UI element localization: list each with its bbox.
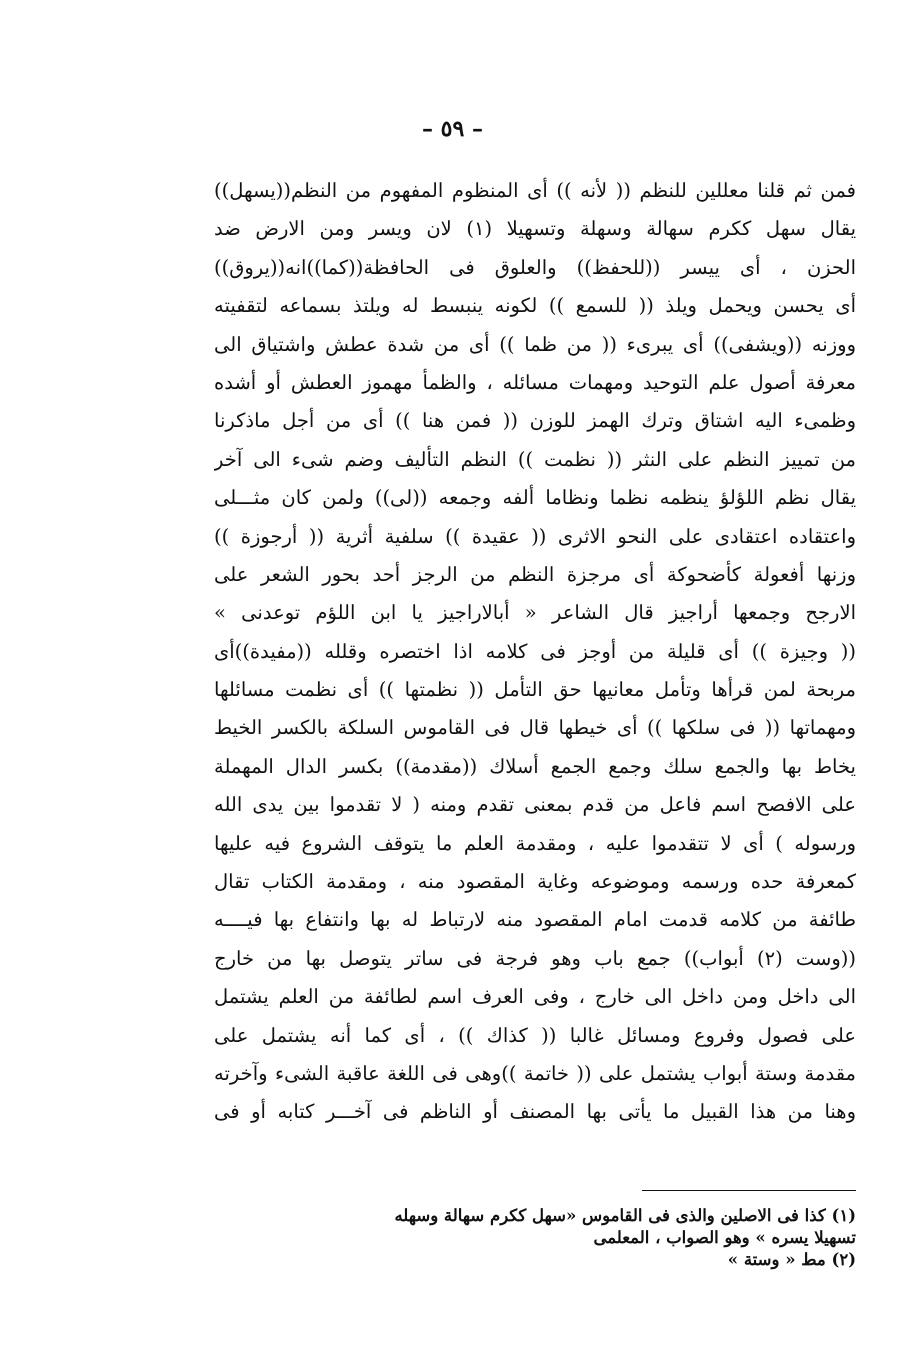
text-line: طائفة من كلامه قدمت امام المقصود منه لارتباط له بها وانتفاع بها فيــــه — [214, 908, 856, 932]
text-line: يقال نظم اللؤلؤ ينظمه نظما ونظاما ألفه وجمعه ((لى)) ولمن كان مثـــلى — [214, 486, 856, 510]
text-line: مربحة لمن قرأها وتأمل معانيها حق التأمل (( نظمتها )) أى نظمت مسائلها — [214, 678, 856, 702]
text-line: الى داخل ومن داخل الى خارج ، وفى العرف اسم لطائفة من العلم يشتمل — [214, 985, 856, 1009]
footnotes — [214, 1205, 856, 1271]
text-line: يقال سهل ككرم سهالة وسهلة وتسهيلا (١) لان ويسر ومن الارض ضد — [214, 217, 856, 241]
text-line: أى يحسن ويحمل ويلذ (( للسمع )) لكونه ينبسط له ويلتذ بسماعه لتقفيته — [214, 294, 856, 318]
text-line: (( وجيزة )) أى قليلة من أوجز فى كلامه اذا اختصره وقلله ((مفيدة))أى — [214, 639, 856, 663]
text-line: معرفة أصول علم التوحيد ومهمات مسائله ، والظمأ مهموز العطش أو أشده — [214, 370, 856, 394]
text-line: على فصول وفروع ومسائل غالبا (( كذاك )) ، أى كما أنه يشتمل على — [214, 1023, 856, 1047]
footnote-line: (٢) مط « وستة » — [727, 1250, 856, 1269]
text-line: ومهماتها (( فى سلكها )) أى خيطها قال فى القاموس السلكة بالكسر الخيط — [214, 716, 856, 740]
text-line: الحزن ، أى ييسر ((للحفظ)) والعلوق فى الحافظة((كما))انه((يروق)) — [214, 255, 856, 279]
text-line: على الافصح اسم فاعل من قدم بمعنى تقدم ومنه ( لا تقدموا بين يدى الله — [214, 793, 856, 817]
text-line: ووزنه ((ويشفى)) أى يبرىء (( من ظما )) أى من شدة عطش واشتياق الى — [214, 332, 856, 356]
text-line: فمن ثم قلنا معللين للنظم (( لأنه )) أى المنظوم المفهوم من النظم((يسهل)) — [214, 179, 856, 202]
footnote-line: (١) كذا فى الاصلين والذى فى القاموس «سهل ككرم سهالة وسهله — [394, 1206, 856, 1225]
text-line: ورسوله ) أى لا تتقدموا عليه ، ومقدمة العلم ما يتوقف الشروع فيه عليها — [214, 831, 856, 855]
text-line: وظمىء اليه اشتاق وترك الهمز للوزن (( فمن هنا )) أى من أجل ماذكرنا — [214, 409, 856, 433]
text-line: وزنها أفعولة كأضحوكة أى مرجزة النظم من الرجز أحد بحور الشعر على — [214, 562, 856, 586]
text-line: الارجح وجمعها أراجيز قال الشاعر « أبالاراجيز يا ابن اللؤم توعدنى » — [214, 601, 856, 625]
body-text — [214, 172, 856, 1132]
text-line: مقدمة وستة أبواب يشتمل على (( خاتمة ))وهى فى اللغة عاقبة الشىء وآخرته — [214, 1061, 856, 1085]
text-line: من تمييز النظم على النثر (( نظمت )) النظم التأليف وضم شىء الى آخر — [214, 447, 856, 471]
text-line: واعتقاده اعتقادى على النحو الاثرى (( عقيدة )) سلفية أثرية (( أرجوزة )) — [214, 524, 856, 548]
footnote-divider — [642, 1190, 856, 1191]
text-line: كمعرفة حده ورسمه وموضوعه وغاية المقصود منه ، ومقدمة الكتاب تقال — [214, 870, 856, 894]
text-line: وهنا من هذا القبيل ما يأتى بها المصنف أو الناظم فى آخـــر كتابه أو فى — [214, 1100, 856, 1124]
text-line: ((وست (٢) أبواب)) جمع باب وهو فرجة فى ساتر يتوصل بها من خارج — [214, 946, 856, 970]
footnote-line: تسهيلا يسره » وهو الصواب ، المعلمى — [593, 1228, 856, 1247]
page-number: – ٥٩ – — [422, 116, 483, 142]
text-line: يخاط بها والجمع سلك وجمع الجمع أسلاك ((مقدمة)) بكسر الدال المهملة — [214, 754, 856, 778]
